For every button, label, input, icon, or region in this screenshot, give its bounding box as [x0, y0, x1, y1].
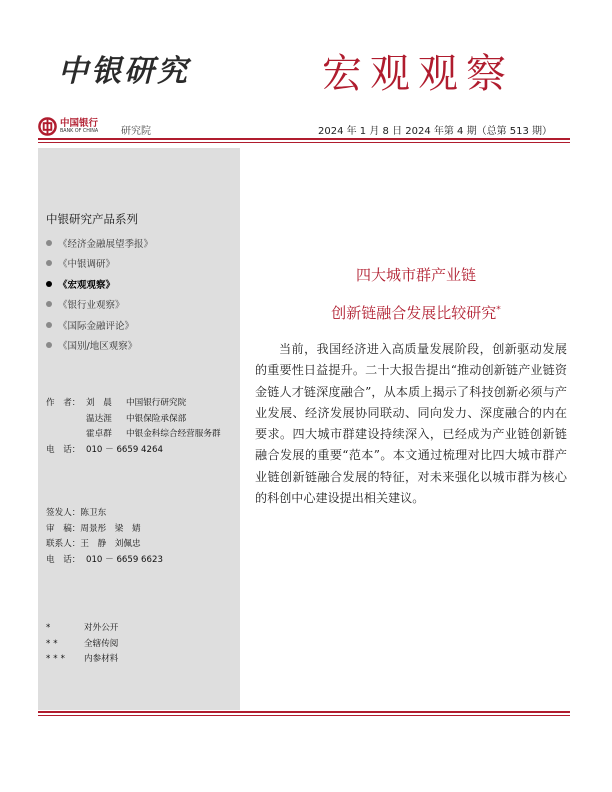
author-row	[46, 412, 221, 428]
report-title-line1: 四大城市群产业链	[355, 266, 476, 284]
author-phone-row	[46, 443, 221, 459]
confidentiality-row	[46, 621, 118, 637]
series-item-label: 《国别/地区观察》	[58, 340, 138, 352]
header-rule	[38, 138, 570, 140]
series-item[interactable]	[46, 338, 153, 358]
author-name: 温达涯	[86, 413, 112, 424]
bank-logo	[38, 115, 116, 139]
report-title-text: 创新链融合发展比较研究	[331, 304, 497, 322]
bullet-icon	[46, 301, 52, 307]
abstract-paragraph: 当前，我国经济进入高质量发展阶段，创新驱动发展的重要性日益提升。二十大报告提出“推动创新链产业链资金链人才链深度融合”，从本质上揭示了科技创新必须与产业发展、经济发展协同联动、同向发力、深度融合的内在要求。四大城市群建设持续深入，已经成为产业链创新链融合发展的重要“范本”。本文通过梳理对比四大城市群产业链创新链融合发展的特征，对未来强化以城市群为核心的科创中心建设提出相关建议。	[255, 342, 567, 506]
author-org: 中国银行研究院	[126, 398, 187, 408]
contact-phone-row	[46, 553, 163, 569]
boc-logo-icon	[38, 117, 57, 136]
author-block	[46, 396, 221, 458]
author-org: 中银金科综合经营服务群	[126, 429, 221, 440]
logo-chinese-text: 中国银行	[60, 118, 99, 129]
series-title: 中银研究产品系列	[46, 212, 138, 226]
publication-title: 宏观观察	[322, 51, 514, 97]
footer-rule-thin	[38, 715, 570, 716]
reviewer: 审 稿：周景彤 梁 婧	[46, 523, 141, 534]
phone-label: 电 话：	[46, 444, 81, 455]
bullet-icon	[46, 260, 52, 266]
confidentiality-label: 内参材料	[84, 654, 119, 665]
author-name: 刘 晨	[86, 398, 112, 408]
confidentiality-label: 全辖传阅	[84, 638, 119, 649]
author-row	[46, 396, 221, 412]
series-list	[46, 236, 153, 358]
bullet-icon	[46, 322, 52, 328]
confidentiality-legend	[46, 621, 118, 668]
series-item[interactable]	[46, 297, 153, 317]
confidentiality-label: 对外公开	[84, 623, 119, 633]
author-name: 霍卓群	[86, 429, 112, 440]
series-item-label: 《国际金融评论》	[58, 320, 135, 332]
confidentiality-row	[46, 652, 118, 668]
phone-label: 电 话：	[46, 554, 81, 565]
author-org: 中银保险承保部	[126, 413, 187, 424]
date-issue: 2024 年 1 月 8 日 2024 年第 4 期（总第 513 期）	[318, 126, 553, 137]
contact-person: 联系人：王 静 刘佩忠	[46, 539, 141, 550]
contact-phone: 010 － 6659 6623	[86, 554, 163, 565]
author-phone: 010 － 6659 4264	[86, 444, 163, 455]
title-footnote-mark: *	[496, 305, 501, 315]
series-item-label: 《银行业观察》	[58, 300, 125, 312]
series-item[interactable]	[46, 318, 153, 338]
logo-english-text: BANK OF CHINA	[60, 129, 99, 134]
series-item[interactable]	[46, 236, 153, 256]
author-label: 作 者：	[46, 398, 81, 408]
report-title-line2	[262, 302, 570, 323]
confidentiality-mark: *	[46, 623, 54, 633]
footer-rule	[38, 711, 570, 713]
calligraphy-title: 中银研究	[58, 54, 190, 89]
author-row	[46, 427, 221, 443]
confidentiality-row	[46, 637, 118, 653]
series-item-active[interactable]	[46, 277, 153, 297]
bullet-icon	[46, 342, 52, 348]
bullet-icon	[46, 240, 52, 246]
series-item-label: 《中银调研》	[58, 259, 116, 271]
signer: 签发人：陈卫东	[46, 508, 107, 518]
series-item[interactable]	[46, 256, 153, 276]
institute-label: 研究院	[121, 126, 151, 137]
confidentiality-mark: ***	[46, 654, 68, 665]
series-item-label: 《宏观观察》	[58, 279, 116, 291]
series-item-label: 《经济金融展望季报》	[58, 239, 154, 250]
bullet-icon	[46, 281, 52, 287]
approval-block	[46, 506, 163, 568]
confidentiality-mark: **	[46, 638, 61, 649]
header-rule-thin	[38, 142, 570, 143]
